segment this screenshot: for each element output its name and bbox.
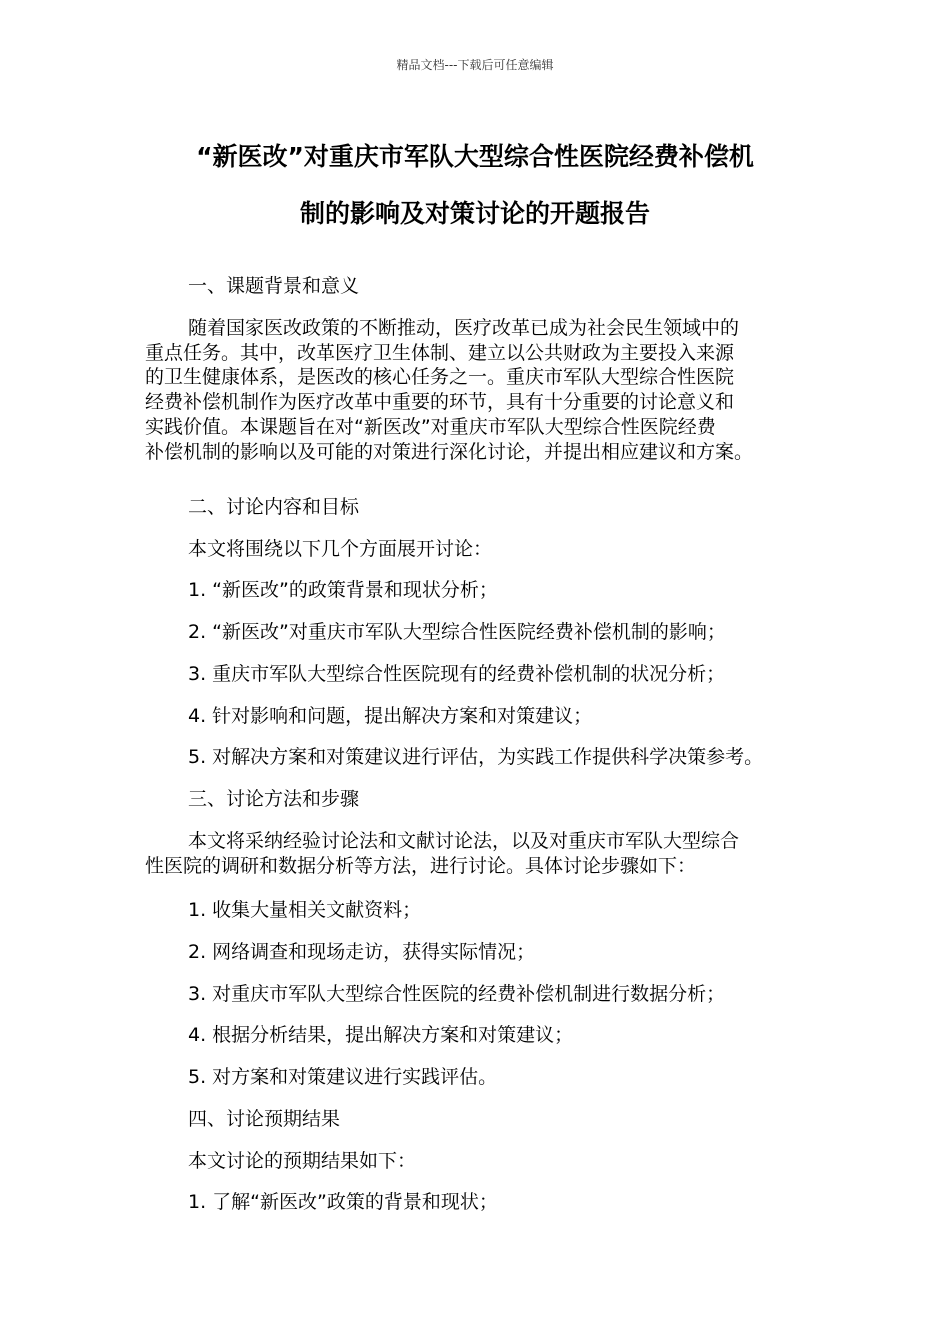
- paragraph-line: 的卫生健康体系，是医改的核心任务之一。重庆市军队大型综合性医院: [145, 366, 735, 389]
- document-title-line-1: “新医改”对重庆市军队大型综合性医院经费补偿机: [196, 142, 754, 171]
- list-item: 1. “新医改”的政策背景和现状分析；: [188, 579, 498, 601]
- list-item: 2. “新医改”对重庆市军队大型综合性医院经费补偿机制的影响；: [188, 621, 726, 643]
- list-item: 1. 了解“新医改”政策的背景和现状；: [188, 1191, 498, 1213]
- section-1-paragraph: [145, 316, 753, 464]
- section-2-heading: 二、讨论内容和目标: [188, 496, 360, 518]
- list-item: 4. 根据分析结果，提出解决方案和对策建议；: [188, 1024, 574, 1046]
- list-item: 5. 对方案和对策建议进行实践评估。: [188, 1066, 498, 1088]
- list-item: 3. 对重庆市军队大型综合性医院的经费补偿机制进行数据分析；: [188, 983, 726, 1005]
- list-item: 2. 网络调查和现场走访，获得实际情况；: [188, 941, 536, 963]
- list-item: 4. 针对影响和问题，提出解决方案和对策建议；: [188, 705, 593, 727]
- paragraph-line: 经费补偿机制作为医疗改革中重要的环节，具有十分重要的讨论意义和: [145, 391, 735, 414]
- section-3-paragraph: [145, 829, 739, 878]
- list-item: 3. 重庆市军队大型综合性医院现有的经费补偿机制的状况分析；: [188, 663, 726, 685]
- list-item: 1. 收集大量相关文献资料；: [188, 899, 422, 921]
- section-4-intro: 本文讨论的预期结果如下：: [188, 1150, 417, 1172]
- document-title-line-2: 制的影响及对策讨论的开题报告: [299, 199, 650, 228]
- paragraph-line: 随着国家医改政策的不断推动，医疗改革已成为社会民生领域中的: [188, 317, 740, 339]
- section-1-heading: 一、课题背景和意义: [188, 275, 360, 297]
- section-4-heading: 四、讨论预期结果: [188, 1108, 341, 1130]
- list-item: 5. 对解决方案和对策建议进行评估，为实践工作提供科学决策参考。: [188, 746, 764, 768]
- section-3-heading: 三、讨论方法和步骤: [188, 788, 360, 810]
- paragraph-line: 性医院的调研和数据分析等方法，进行讨论。具体讨论步骤如下：: [145, 854, 697, 877]
- paragraph-line: 补偿机制的影响以及可能的对策进行深化讨论，并提出相应建议和方案。: [145, 440, 754, 463]
- paragraph-line: 重点任务。其中，改革医疗卫生体制、建立以公共财政为主要投入来源: [145, 341, 735, 364]
- page-header: 精品文档---下载后可任意编辑: [396, 58, 554, 72]
- paragraph-line: 本文将采纳经验讨论法和文献讨论法，以及对重庆市军队大型综合: [188, 830, 740, 852]
- paragraph-line: 实践价值。本课题旨在对“新医改”对重庆市军队大型综合性医院经费: [145, 415, 716, 438]
- section-2-intro: 本文将围绕以下几个方面展开讨论：: [188, 538, 493, 560]
